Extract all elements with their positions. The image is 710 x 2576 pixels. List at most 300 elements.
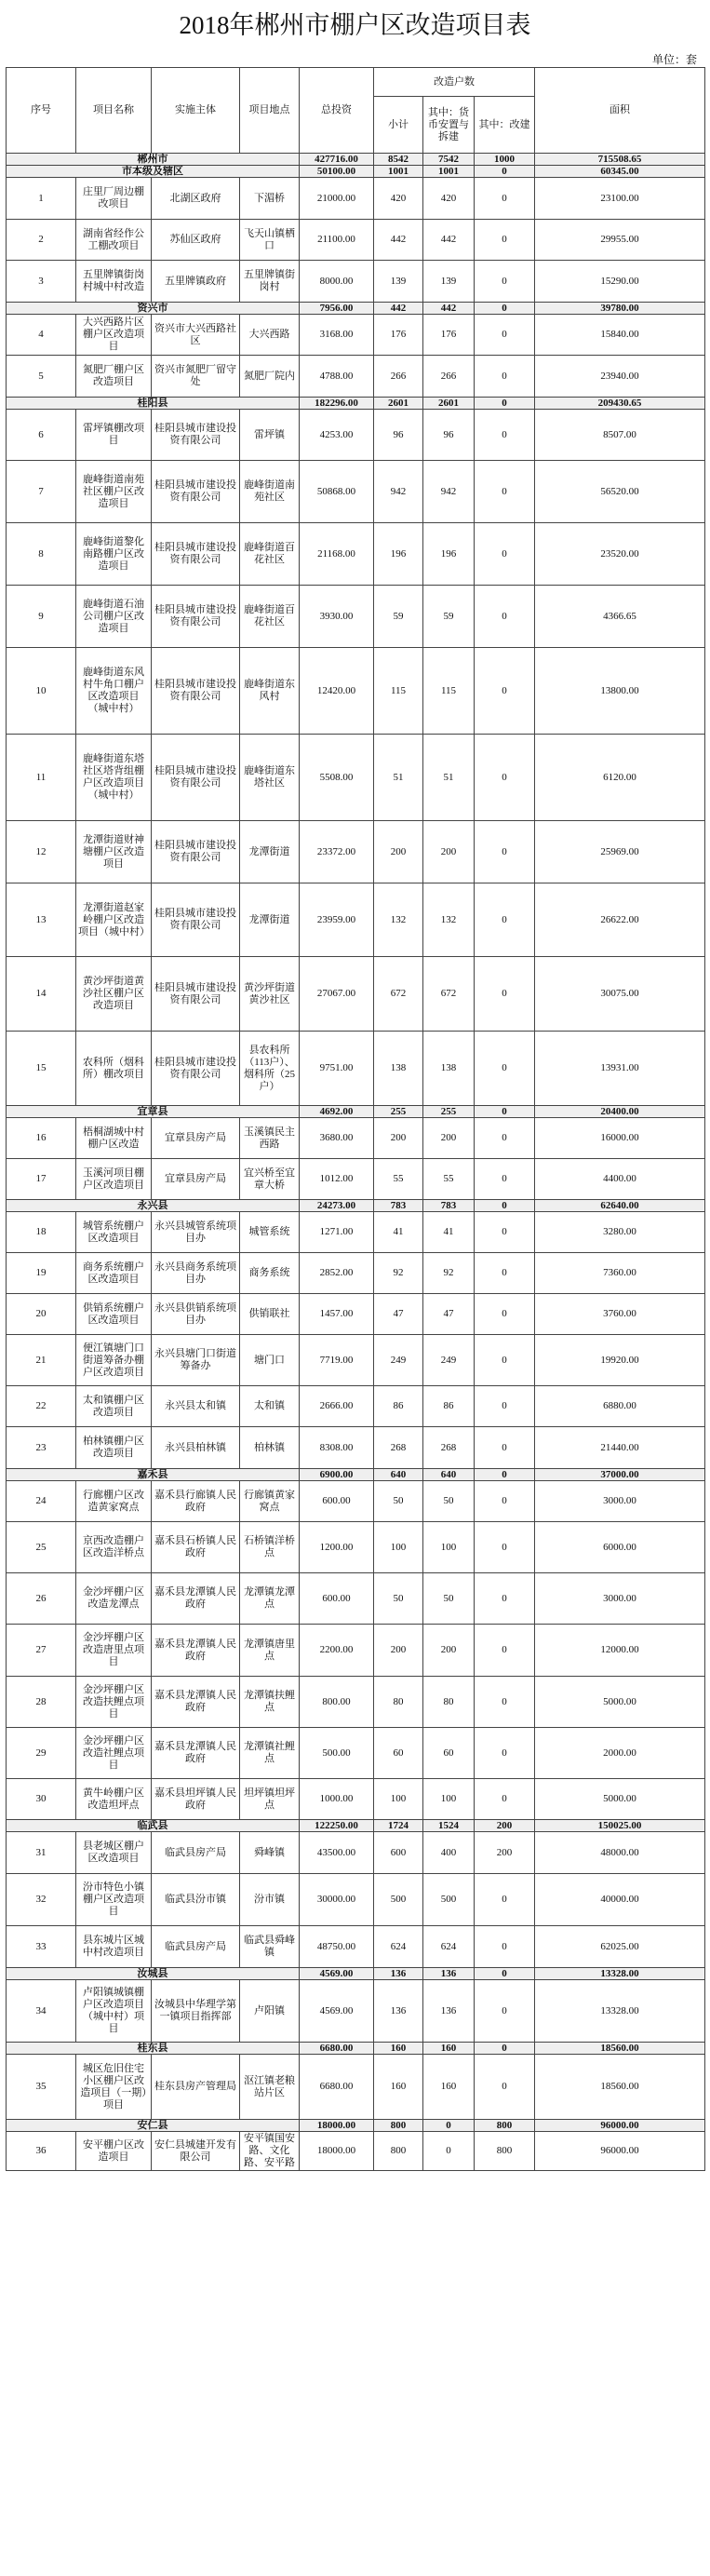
cell-loc: 卢阳镇: [240, 1980, 300, 2043]
cell-subtotal: 86: [374, 1386, 423, 1427]
cell-subtotal: 160: [374, 2055, 423, 2120]
cell-subtotal: 51: [374, 735, 423, 821]
group-subtotal: 2601: [374, 398, 423, 410]
cell-money: 442: [423, 220, 475, 261]
cell-area: 29955.00: [535, 220, 705, 261]
cell-org: 临武县房产局: [152, 1926, 240, 1968]
group-money: 1524: [423, 1820, 475, 1832]
cell-seq: 31: [7, 1832, 76, 1874]
cell-invest: 3680.00: [300, 1118, 374, 1159]
header-area: 面积: [535, 68, 705, 154]
table-row: [7, 1386, 705, 1427]
group-row: [7, 2120, 705, 2132]
cell-area: 30075.00: [535, 957, 705, 1032]
cell-money: 268: [423, 1427, 475, 1469]
cell-loc: 舜峰镇: [240, 1832, 300, 1874]
cell-invest: 23372.00: [300, 821, 374, 883]
cell-org: 永兴县城管系统项目办: [152, 1212, 240, 1253]
cell-name: 农科所（烟科所）棚改项目: [76, 1032, 152, 1106]
cell-org: 嘉禾县龙潭镇人民政府: [152, 1573, 240, 1625]
group-build: 0: [475, 1106, 535, 1118]
cell-area: 40000.00: [535, 1874, 705, 1926]
cell-loc: 安平镇国安路、文化路、安平路: [240, 2132, 300, 2171]
cell-org: 资兴市大兴西路社区: [152, 315, 240, 356]
cell-area: 15840.00: [535, 315, 705, 356]
group-subtotal: 160: [374, 2043, 423, 2055]
cell-money: 139: [423, 261, 475, 303]
table-row: [7, 178, 705, 220]
cell-money: 200: [423, 1625, 475, 1677]
group-area: 60345.00: [535, 166, 705, 178]
table-row: [7, 1874, 705, 1926]
cell-org: 桂阳县城市建设投资有限公司: [152, 586, 240, 648]
cell-org: 桂阳县城市建设投资有限公司: [152, 410, 240, 461]
group-money: 255: [423, 1106, 475, 1118]
cell-org: 嘉禾县龙潭镇人民政府: [152, 1728, 240, 1779]
cell-loc: 城管系统: [240, 1212, 300, 1253]
cell-loc: 塘门口: [240, 1335, 300, 1386]
cell-build: 0: [475, 1625, 535, 1677]
cell-build: 200: [475, 1832, 535, 1874]
cell-name: 龙潭街道赵家岭棚户区改造项目（城中村）: [76, 883, 152, 957]
table-row: [7, 1253, 705, 1294]
group-money: 1001: [423, 166, 475, 178]
cell-seq: 3: [7, 261, 76, 303]
cell-build: 0: [475, 1253, 535, 1294]
cell-money: 96: [423, 410, 475, 461]
cell-loc: 鹿峰街道百花社区: [240, 586, 300, 648]
group-area: 37000.00: [535, 1469, 705, 1481]
cell-subtotal: 266: [374, 356, 423, 398]
table-row: [7, 410, 705, 461]
header-subtotal: 小计: [374, 97, 423, 154]
cell-seq: 6: [7, 410, 76, 461]
cell-invest: 21168.00: [300, 523, 374, 586]
cell-build: 0: [475, 1980, 535, 2043]
cell-name: 庄里厂周边棚改项目: [76, 178, 152, 220]
cell-build: 0: [475, 523, 535, 586]
cell-area: 23520.00: [535, 523, 705, 586]
cell-loc: 柏林镇: [240, 1427, 300, 1469]
cell-seq: 11: [7, 735, 76, 821]
group-row: [7, 1106, 705, 1118]
total-build: 1000: [475, 154, 535, 166]
table-row: [7, 1294, 705, 1335]
cell-build: 0: [475, 1728, 535, 1779]
cell-subtotal: 50: [374, 1573, 423, 1625]
cell-name: 供销系统棚户区改造项目: [76, 1294, 152, 1335]
cell-invest: 7719.00: [300, 1335, 374, 1386]
group-subtotal: 136: [374, 1968, 423, 1980]
cell-build: 0: [475, 1294, 535, 1335]
group-row: [7, 1469, 705, 1481]
total-invest: 427716.00: [300, 154, 374, 166]
cell-area: 19920.00: [535, 1335, 705, 1386]
cell-seq: 35: [7, 2055, 76, 2120]
group-money: 136: [423, 1968, 475, 1980]
cell-build: 0: [475, 1335, 535, 1386]
group-build: 0: [475, 1200, 535, 1212]
cell-area: 13800.00: [535, 648, 705, 735]
cell-money: 80: [423, 1677, 475, 1728]
cell-invest: 1012.00: [300, 1159, 374, 1200]
cell-loc: 临武县舜峰镇: [240, 1926, 300, 1968]
cell-build: 0: [475, 586, 535, 648]
cell-seq: 7: [7, 461, 76, 523]
table-row: [7, 1832, 705, 1874]
group-label: 宜章县: [7, 1106, 300, 1118]
cell-name: 商务系统棚户区改造项目: [76, 1253, 152, 1294]
cell-subtotal: 59: [374, 586, 423, 648]
cell-org: 桂阳县城市建设投资有限公司: [152, 523, 240, 586]
cell-loc: 行廊镇黄家窝点: [240, 1481, 300, 1522]
group-area: 20400.00: [535, 1106, 705, 1118]
table-row: [7, 1980, 705, 2043]
cell-org: 苏仙区政府: [152, 220, 240, 261]
cell-seq: 25: [7, 1522, 76, 1573]
cell-area: 96000.00: [535, 2132, 705, 2171]
table-row: [7, 883, 705, 957]
group-label: 桂阳县: [7, 398, 300, 410]
cell-money: 176: [423, 315, 475, 356]
header-households: 改造户数: [374, 68, 535, 97]
cell-area: 62025.00: [535, 1926, 705, 1968]
cell-subtotal: 80: [374, 1677, 423, 1728]
header-money: 其中：货币安置与拆建: [423, 97, 475, 154]
cell-loc: 龙潭镇唐里点: [240, 1625, 300, 1677]
group-invest: 6900.00: [300, 1469, 374, 1481]
table-row: [7, 821, 705, 883]
cell-org: 桂阳县城市建设投资有限公司: [152, 957, 240, 1032]
cell-subtotal: 138: [374, 1032, 423, 1106]
cell-area: 48000.00: [535, 1832, 705, 1874]
cell-subtotal: 672: [374, 957, 423, 1032]
group-subtotal: 1001: [374, 166, 423, 178]
cell-org: 嘉禾县龙潭镇人民政府: [152, 1677, 240, 1728]
cell-org: 嘉禾县石桥镇人民政府: [152, 1522, 240, 1573]
cell-org: 资兴市氮肥厂留守处: [152, 356, 240, 398]
cell-loc: 黄沙坪街道黄沙社区: [240, 957, 300, 1032]
cell-subtotal: 200: [374, 1625, 423, 1677]
cell-loc: 龙潭街道: [240, 883, 300, 957]
cell-subtotal: 942: [374, 461, 423, 523]
cell-name: 金沙坪棚户区改造龙潭点: [76, 1573, 152, 1625]
cell-loc: 鹿峰街道南苑社区: [240, 461, 300, 523]
cell-money: 0: [423, 2132, 475, 2171]
cell-area: 56520.00: [535, 461, 705, 523]
header-seq: 序号: [7, 68, 76, 154]
group-subtotal: 640: [374, 1469, 423, 1481]
cell-loc: 鹿峰街道东塔社区: [240, 735, 300, 821]
cell-area: 8507.00: [535, 410, 705, 461]
cell-subtotal: 500: [374, 1874, 423, 1926]
cell-money: 138: [423, 1032, 475, 1106]
table-row: [7, 1926, 705, 1968]
cell-loc: 县农科所（113户）、烟科所（25户）: [240, 1032, 300, 1106]
table-row: [7, 1677, 705, 1728]
cell-invest: 1200.00: [300, 1522, 374, 1573]
group-area: 18560.00: [535, 2043, 705, 2055]
group-row: [7, 166, 705, 178]
cell-invest: 30000.00: [300, 1874, 374, 1926]
cell-subtotal: 115: [374, 648, 423, 735]
cell-name: 安平棚户区改造项目: [76, 2132, 152, 2171]
cell-invest: 3930.00: [300, 586, 374, 648]
cell-area: 3000.00: [535, 1481, 705, 1522]
cell-build: 0: [475, 735, 535, 821]
cell-invest: 500.00: [300, 1728, 374, 1779]
cell-money: 59: [423, 586, 475, 648]
cell-loc: 宜兴桥至宜章大桥: [240, 1159, 300, 1200]
cell-name: 龙潭街道财神塘棚户区改造项目: [76, 821, 152, 883]
cell-area: 15290.00: [535, 261, 705, 303]
cell-money: 115: [423, 648, 475, 735]
cell-build: 0: [475, 315, 535, 356]
cell-money: 672: [423, 957, 475, 1032]
cell-loc: 供销联社: [240, 1294, 300, 1335]
cell-loc: 龙潭街道: [240, 821, 300, 883]
cell-area: 3000.00: [535, 1573, 705, 1625]
header-invest: 总投资: [300, 68, 374, 154]
table-row: [7, 1728, 705, 1779]
group-invest: 4692.00: [300, 1106, 374, 1118]
cell-invest: 600.00: [300, 1573, 374, 1625]
group-build: 200: [475, 1820, 535, 1832]
cell-seq: 29: [7, 1728, 76, 1779]
table-row: [7, 648, 705, 735]
cell-subtotal: 442: [374, 220, 423, 261]
cell-seq: 30: [7, 1779, 76, 1820]
cell-money: 60: [423, 1728, 475, 1779]
cell-loc: 沤江镇老粮站片区: [240, 2055, 300, 2120]
total-area: 715508.65: [535, 154, 705, 166]
group-money: 442: [423, 303, 475, 315]
cell-invest: 50868.00: [300, 461, 374, 523]
cell-subtotal: 600: [374, 1832, 423, 1874]
cell-seq: 15: [7, 1032, 76, 1106]
group-label: 桂东县: [7, 2043, 300, 2055]
cell-seq: 21: [7, 1335, 76, 1386]
cell-invest: 2200.00: [300, 1625, 374, 1677]
cell-org: 桂阳县城市建设投资有限公司: [152, 648, 240, 735]
cell-area: 16000.00: [535, 1118, 705, 1159]
table-row: [7, 586, 705, 648]
cell-area: 7360.00: [535, 1253, 705, 1294]
cell-invest: 2666.00: [300, 1386, 374, 1427]
cell-name: 五里牌镇街岗村城中村改造: [76, 261, 152, 303]
group-label: 安仁县: [7, 2120, 300, 2132]
cell-name: 鹿峰街道黎化南路棚户区改造项目: [76, 523, 152, 586]
cell-build: 0: [475, 1779, 535, 1820]
table-row: [7, 1573, 705, 1625]
cell-money: 50: [423, 1573, 475, 1625]
cell-loc: 龙潭镇龙潭点: [240, 1573, 300, 1625]
cell-name: 氮肥厂棚户区改造项目: [76, 356, 152, 398]
cell-name: 县东城片区城中村改造项目: [76, 1926, 152, 1968]
cell-org: 五里牌镇政府: [152, 261, 240, 303]
cell-org: 永兴县太和镇: [152, 1386, 240, 1427]
cell-subtotal: 136: [374, 1980, 423, 2043]
cell-invest: 43500.00: [300, 1832, 374, 1874]
table-body: [7, 154, 705, 2171]
group-label: 临武县: [7, 1820, 300, 1832]
group-build: 800: [475, 2120, 535, 2132]
cell-build: 0: [475, 1386, 535, 1427]
group-row: [7, 303, 705, 315]
cell-name: 行廊棚户区改造黄家窝点: [76, 1481, 152, 1522]
table-row: [7, 261, 705, 303]
table-row: [7, 2132, 705, 2171]
group-subtotal: 255: [374, 1106, 423, 1118]
total-subtotal: 8542: [374, 154, 423, 166]
cell-name: 卢阳镇城镇棚户区改造项目（城中村）项目: [76, 1980, 152, 2043]
cell-subtotal: 200: [374, 821, 423, 883]
cell-area: 23940.00: [535, 356, 705, 398]
cell-org: 永兴县柏林镇: [152, 1427, 240, 1469]
group-subtotal: 442: [374, 303, 423, 315]
cell-subtotal: 41: [374, 1212, 423, 1253]
cell-invest: 18000.00: [300, 2132, 374, 2171]
total-money: 7542: [423, 154, 475, 166]
cell-name: 金沙坪棚户区改造扶鲤点项目: [76, 1677, 152, 1728]
cell-money: 51: [423, 735, 475, 821]
cell-name: 鹿峰街道石油公司棚户区改造项目: [76, 586, 152, 648]
cell-build: 0: [475, 461, 535, 523]
cell-name: 玉溪河项目棚户区改造项目: [76, 1159, 152, 1200]
cell-subtotal: 55: [374, 1159, 423, 1200]
group-invest: 18000.00: [300, 2120, 374, 2132]
cell-build: 0: [475, 2055, 535, 2120]
cell-build: 0: [475, 821, 535, 883]
group-invest: 182296.00: [300, 398, 374, 410]
cell-seq: 34: [7, 1980, 76, 2043]
cell-invest: 800.00: [300, 1677, 374, 1728]
cell-money: 47: [423, 1294, 475, 1335]
cell-seq: 1: [7, 178, 76, 220]
cell-money: 100: [423, 1779, 475, 1820]
page-title: 2018年郴州市棚户区改造项目表: [179, 11, 531, 39]
table-row: [7, 1522, 705, 1573]
cell-area: 21440.00: [535, 1427, 705, 1469]
cell-money: 55: [423, 1159, 475, 1200]
cell-build: 800: [475, 2132, 535, 2171]
cell-area: 4400.00: [535, 1159, 705, 1200]
table-row: [7, 1779, 705, 1820]
group-row: [7, 398, 705, 410]
cell-loc: 氮肥厂院内: [240, 356, 300, 398]
cell-invest: 5508.00: [300, 735, 374, 821]
cell-org: 桂阳县城市建设投资有限公司: [152, 735, 240, 821]
cell-build: 0: [475, 957, 535, 1032]
cell-invest: 8308.00: [300, 1427, 374, 1469]
table-row: [7, 356, 705, 398]
cell-build: 0: [475, 1427, 535, 1469]
cell-name: 金沙坪棚户区改造社鲤点项目: [76, 1728, 152, 1779]
cell-invest: 4253.00: [300, 410, 374, 461]
cell-org: 桂阳县城市建设投资有限公司: [152, 461, 240, 523]
cell-seq: 5: [7, 356, 76, 398]
cell-name: 黄沙坪街道黄沙社区棚户区改造项目: [76, 957, 152, 1032]
cell-subtotal: 100: [374, 1522, 423, 1573]
cell-money: 196: [423, 523, 475, 586]
cell-area: 5000.00: [535, 1677, 705, 1728]
cell-money: 266: [423, 356, 475, 398]
table-row: [7, 1212, 705, 1253]
cell-money: 160: [423, 2055, 475, 2120]
group-money: 2601: [423, 398, 475, 410]
cell-money: 200: [423, 821, 475, 883]
cell-name: 城区危旧住宅小区棚户区改造项目（一期）项目: [76, 2055, 152, 2120]
header-name: 项目名称: [76, 68, 152, 154]
cell-subtotal: 96: [374, 410, 423, 461]
cell-subtotal: 50: [374, 1481, 423, 1522]
cell-area: 6120.00: [535, 735, 705, 821]
cell-money: 420: [423, 178, 475, 220]
cell-subtotal: 249: [374, 1335, 423, 1386]
cell-org: 北湖区政府: [152, 178, 240, 220]
group-subtotal: 800: [374, 2120, 423, 2132]
group-label: 资兴市: [7, 303, 300, 315]
cell-build: 0: [475, 178, 535, 220]
group-build: 0: [475, 1469, 535, 1481]
cell-subtotal: 624: [374, 1926, 423, 1968]
cell-subtotal: 268: [374, 1427, 423, 1469]
table-row: [7, 1427, 705, 1469]
cell-seq: 22: [7, 1386, 76, 1427]
cell-invest: 2852.00: [300, 1253, 374, 1294]
group-area: 39780.00: [535, 303, 705, 315]
cell-subtotal: 92: [374, 1253, 423, 1294]
group-label: 市本级及辖区: [7, 166, 300, 178]
cell-seq: 14: [7, 957, 76, 1032]
cell-name: 鹿峰街道南苑社区棚户区改造项目: [76, 461, 152, 523]
cell-seq: 28: [7, 1677, 76, 1728]
cell-loc: 鹿峰街道东风村: [240, 648, 300, 735]
cell-name: 金沙坪棚户区改造唐里点项目: [76, 1625, 152, 1677]
cell-loc: 石桥镇洋桥点: [240, 1522, 300, 1573]
cell-invest: 1000.00: [300, 1779, 374, 1820]
cell-build: 0: [475, 1032, 535, 1106]
cell-name: 大兴西路片区棚户区改造项目: [76, 315, 152, 356]
cell-area: 25969.00: [535, 821, 705, 883]
cell-seq: 24: [7, 1481, 76, 1522]
cell-build: 0: [475, 1677, 535, 1728]
group-area: 62640.00: [535, 1200, 705, 1212]
table-row: [7, 220, 705, 261]
cell-name: 京西改造棚户区改造洋桥点: [76, 1522, 152, 1573]
cell-build: 0: [475, 1522, 535, 1573]
header-loc: 项目地点: [240, 68, 300, 154]
cell-seq: 2: [7, 220, 76, 261]
table-row: [7, 1118, 705, 1159]
group-invest: 6680.00: [300, 2043, 374, 2055]
cell-loc: 鹿峰街道百花社区: [240, 523, 300, 586]
cell-area: 26622.00: [535, 883, 705, 957]
cell-seq: 27: [7, 1625, 76, 1677]
cell-subtotal: 196: [374, 523, 423, 586]
group-label: 汝城县: [7, 1968, 300, 1980]
cell-money: 200: [423, 1118, 475, 1159]
cell-org: 汝城县中华理学第一镇项目指挥部: [152, 1980, 240, 2043]
cell-name: 汾市特色小镇棚户区改造项目: [76, 1874, 152, 1926]
table-row: [7, 1481, 705, 1522]
cell-org: 桂东县房产管理局: [152, 2055, 240, 2120]
cell-subtotal: 60: [374, 1728, 423, 1779]
group-money: 160: [423, 2043, 475, 2055]
cell-money: 41: [423, 1212, 475, 1253]
cell-loc: 下湄桥: [240, 178, 300, 220]
cell-subtotal: 176: [374, 315, 423, 356]
